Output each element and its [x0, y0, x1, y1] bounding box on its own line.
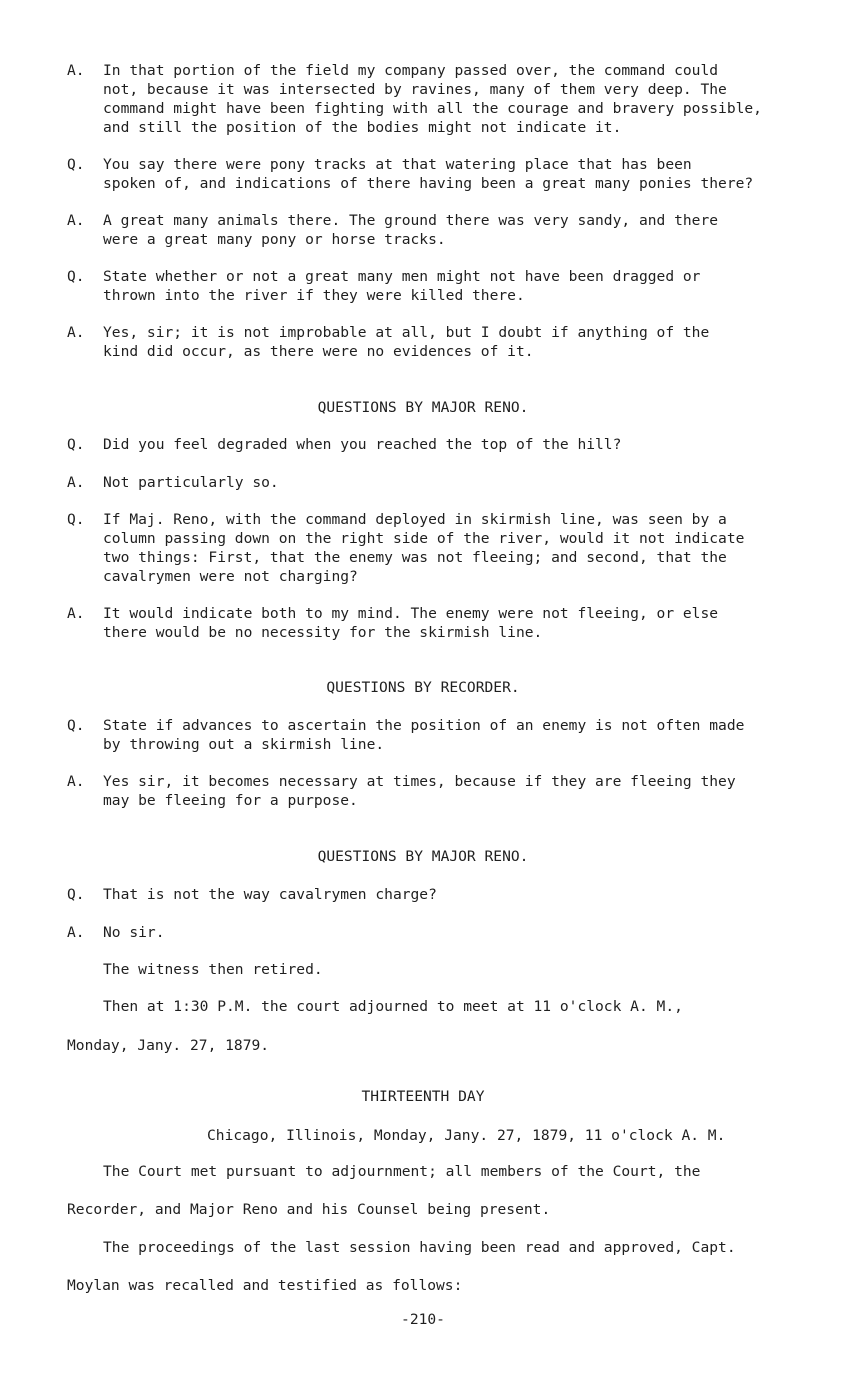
speaker-mark: Q. [67, 268, 85, 285]
dateline: Chicago, Illinois, Monday, Jany. 27, 1879, 11 o'clock A. M. [207, 1127, 726, 1144]
adjournment-line: Then at 1:30 P.M. the court adjourned to meet at 11 o'clock A. M., [103, 998, 683, 1015]
qa-entry [67, 267, 807, 305]
qa-text: In that portion of the field my company passed over, the command could not, because it was intersected by ravines, many of them very deep. The command might have been fighting with all the courage and bravery possible, and still the position of the bodies might not indicate it. [103, 62, 762, 136]
qa-text: Yes sir, it becomes necessary at times, because if they are fleeing they may be fleeing for a purpose. [103, 773, 736, 809]
witness-retired-line: The witness then retired. [103, 961, 323, 978]
qa-entry [67, 923, 807, 942]
section-heading: QUESTIONS BY MAJOR RENO. [317, 848, 529, 865]
speaker-mark: A. [67, 605, 85, 622]
speaker-mark: A. [67, 62, 85, 79]
qa-text: State whether or not a great many men might not have been dragged or thrown into the river if they were killed there. [103, 268, 701, 304]
speaker-mark: Q. [67, 156, 85, 173]
qa-entry [67, 323, 807, 361]
qa-entry [67, 211, 807, 249]
speaker-mark: A. [67, 773, 85, 790]
qa-text: State if advances to ascertain the position of an enemy is not often made by throwing out a skirmish line. [103, 717, 745, 753]
page-number: -210- [401, 1311, 445, 1328]
qa-entry [67, 473, 807, 492]
qa-entry [67, 61, 807, 137]
section-heading: QUESTIONS BY RECORDER. [326, 679, 520, 696]
speaker-mark: Q. [67, 511, 85, 528]
qa-text: You say there were pony tracks at that watering place that has been spoken of, and indications of there having been a great many ponies there? [103, 156, 754, 192]
proceedings-line: Moylan was recalled and testified as follows: [67, 1277, 463, 1294]
qa-entry [67, 885, 807, 904]
speaker-mark: A. [67, 474, 85, 491]
qa-entry [67, 510, 807, 586]
speaker-mark: Q. [67, 717, 85, 734]
qa-text: It would indicate both to my mind. The enemy were not fleeing, or else there would be no necessity for the skirmish line. [103, 605, 719, 641]
adjournment-date-line: Monday, Jany. 27, 1879. [67, 1037, 270, 1054]
court-met-line: Recorder, and Major Reno and his Counsel being present. [67, 1201, 551, 1218]
section-heading: QUESTIONS BY MAJOR RENO. [317, 399, 529, 416]
qa-entry [67, 604, 807, 642]
day-heading: THIRTEENTH DAY [361, 1088, 485, 1105]
qa-text: Did you feel degraded when you reached the top of the hill? [103, 436, 622, 453]
qa-text: Not particularly so. [103, 474, 279, 491]
qa-entry [67, 716, 807, 754]
qa-text: That is not the way cavalrymen charge? [103, 886, 437, 903]
qa-text: A great many animals there. The ground there was very sandy, and there were a great many pony or horse tracks. [103, 212, 719, 248]
speaker-mark: Q. [67, 436, 85, 453]
speaker-mark: A. [67, 924, 85, 941]
speaker-mark: Q. [67, 886, 85, 903]
court-met-line: The Court met pursuant to adjournment; all members of the Court, the [103, 1163, 701, 1180]
speaker-mark: A. [67, 212, 85, 229]
qa-entry [67, 155, 807, 193]
qa-entry [67, 772, 807, 810]
qa-entry [67, 435, 807, 454]
speaker-mark: A. [67, 324, 85, 341]
qa-text: If Maj. Reno, with the command deployed in skirmish line, was seen by a column passing down on the right side of the river, would it not indicate two things: First, that the enemy was not fleeing; and second, that the cavalrymen were not charging? [103, 511, 745, 585]
qa-text: No sir. [103, 924, 165, 941]
qa-text: Yes, sir; it is not improbable at all, but I doubt if anything of the kind did occur, as there were no evidences of it. [103, 324, 710, 360]
proceedings-line: The proceedings of the last session having been read and approved, Capt. [103, 1239, 736, 1256]
